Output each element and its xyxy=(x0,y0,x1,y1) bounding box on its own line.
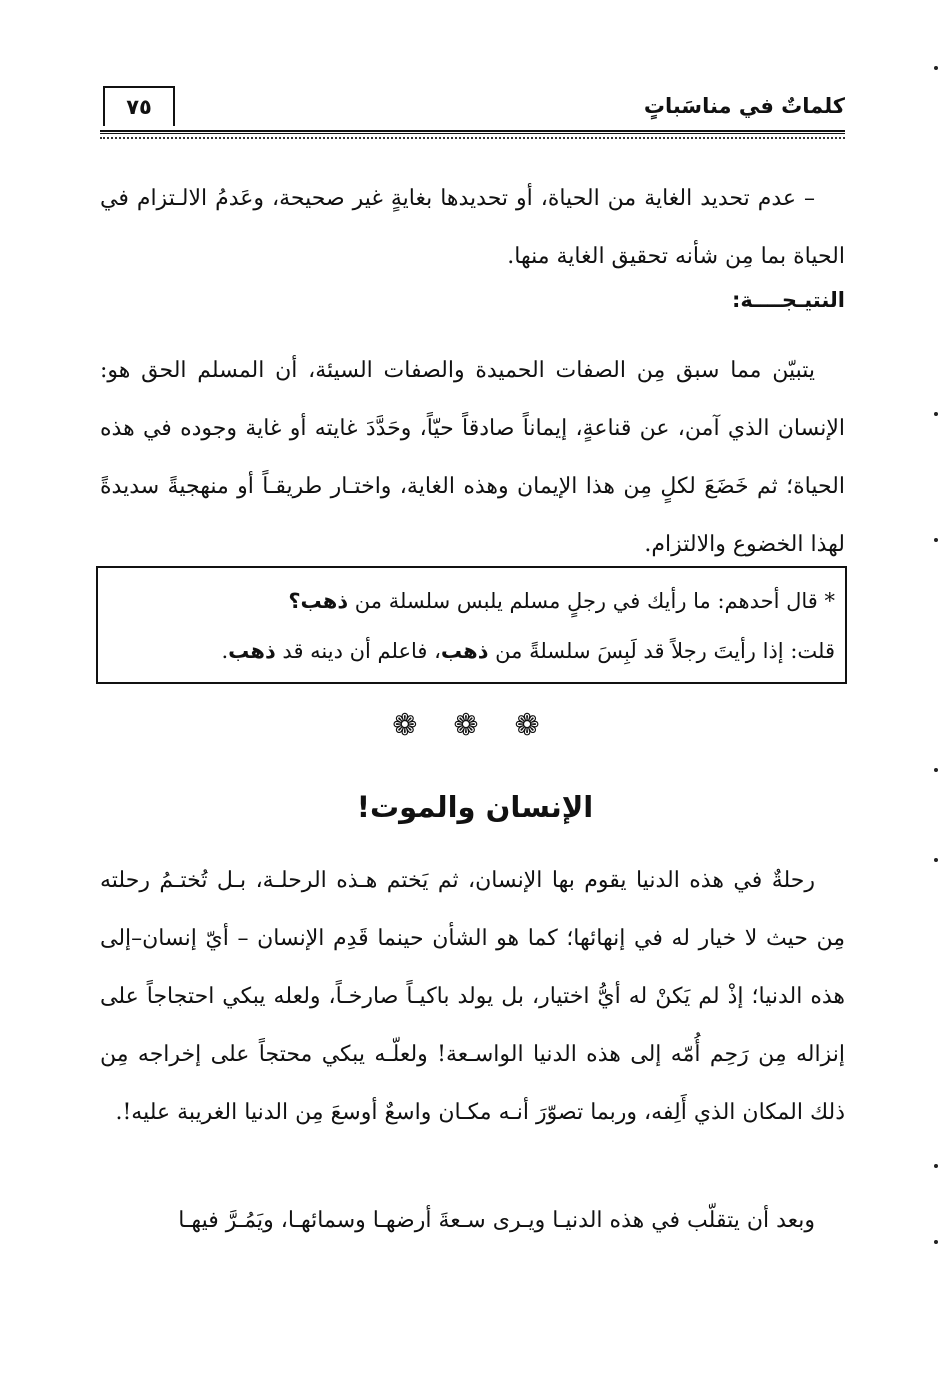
scan-speck xyxy=(934,858,938,862)
header-rule-dotted xyxy=(100,137,845,139)
scan-speck xyxy=(934,1240,938,1244)
header-rule xyxy=(100,130,845,134)
note-line-2: قلت: إذا رأيتَ رجلاً قد لَبِسَ سلسلةً من ذهب، فاعلم أن دينه قد ذهب. xyxy=(221,639,835,663)
scan-speck xyxy=(934,1164,938,1168)
scan-speck xyxy=(934,412,938,416)
scan-speck xyxy=(934,66,938,70)
note-line-1: * قال أحدهم: ما رأيك في رجلٍ مسلم يلبس سلسلة من ذهب؟ xyxy=(288,589,835,613)
paragraph-goal-absence: – عدم تحديد الغاية من الحياة، أو تحديدها بغايةٍ غير صحيحة، وعَدمُ الالـتزام في الحياة بما مِن شأنه تحقيق الغاية منها. xyxy=(100,186,845,269)
running-title: كلماتٌ في مناسَباتٍ xyxy=(643,94,845,118)
paragraph-conclusion: يتبيّن مما سبق مِن الصفات الحميدة والصفات السيئة، أن المسلم الحق هو: الإنسان الذي آمن، عن قناعةٍ، إيماناً صادقاً حيّاً، وحَدَّدَ غايته أو غاية وجوده في هذه الحياة؛ ثم خَضَعَ لكلٍ مِن هذا الإيمان وهذه الغاية، واختـار طريقـاً أو منهجيةً سديدةً لهذا الخضوع والالتزام. xyxy=(100,358,845,557)
boxed-note xyxy=(96,566,847,684)
result-heading: النتيـجــــة: xyxy=(732,288,845,312)
page-header xyxy=(100,86,845,130)
paragraph-continuation: وبعد أن يتقلّب في هذه الدنيـا ويـرى سـعةَ أرضهـا وسمائهـا، ويَمُـرَّ فيهـا xyxy=(178,1208,815,1233)
flower-ornaments-icon: ❁❁❁ xyxy=(392,708,576,743)
scan-speck xyxy=(934,538,938,542)
page-number: ٧٥ xyxy=(103,86,175,126)
paragraph-life-journey: رحلةٌ في هذه الدنيا يقوم بها الإنسان، ثم يَختم هـذه الرحلـة، بـل تُختـمُ رحلته مِن حيث لا خيار له في إنهائها؛ كما هو الشأن حينما قَدِم الإنسان – أيّ إنسان–إلى هذه الدنيا؛ إذْ لم يَكنْ له أيُّ اختيار، بل يولد باكيـاً صارخـاً، ولعله يبكي احتجاجاً على إنزاله مِن رَحِم أُمّه إلى هذه الدنيا الواسـعة! ولعلّـه يبكي محتجاً على إخراجه مِن ذلك المكان الذي أَلِفه، وربما تصوّرَ أنـه مكـان واسعٌ أوسعَ مِن الدنيا الغريبة عليه!. xyxy=(100,868,845,1125)
section-heading: الإنسان والموت! xyxy=(356,790,594,824)
scan-speck xyxy=(934,768,938,772)
